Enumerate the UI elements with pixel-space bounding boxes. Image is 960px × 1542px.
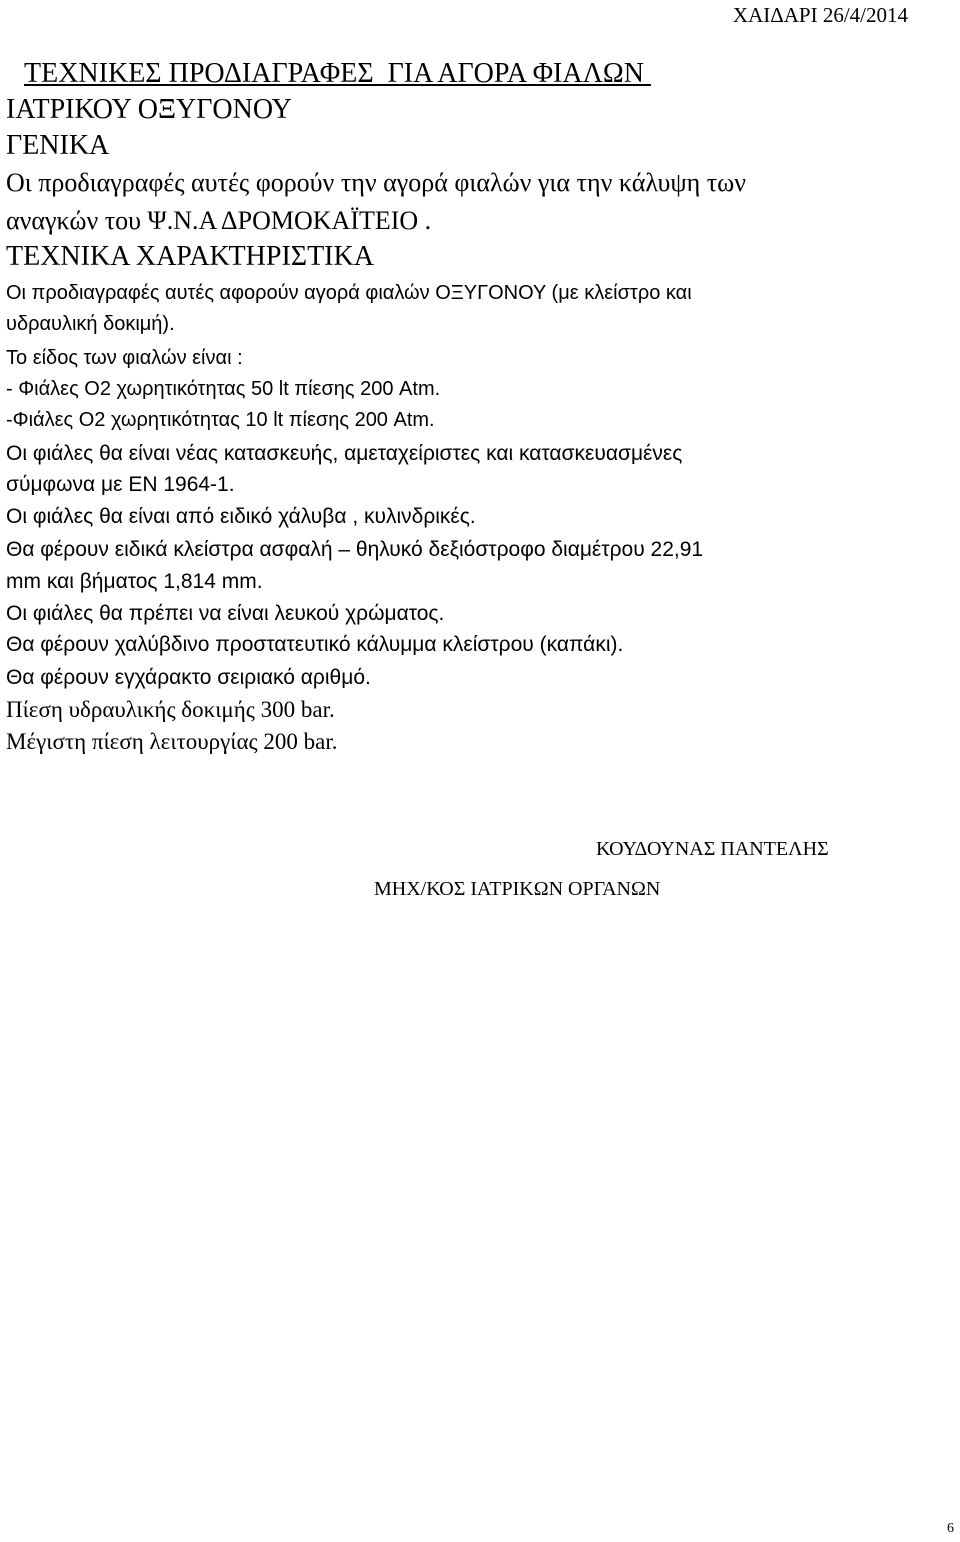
technical-line: Οι φιάλες θα πρέπει να είναι λευκού χρώματος. bbox=[6, 602, 445, 625]
technical-line: - Φιάλες Ο2 χωρητικότητας 50 lt πίεσης 200 Atm. bbox=[6, 378, 441, 400]
technical-line: Μέγιστη πίεση λειτουργίας 200 bar. bbox=[6, 729, 338, 754]
technical-line: Θα φέρουν εγχάρακτο σειριακό αριθμό. bbox=[6, 666, 371, 689]
technical-line: Οι φιάλες θα είναι νέας κατασκευής, αμεταχείριστες και κατασκευασμένες bbox=[6, 442, 683, 465]
document-title-line-1: ΤΕΧΝΙΚΕΣ ΠΡΟΔΙΑΓΡΑΦΕΣ ΓΙΑ ΑΓΟΡΑ ΦΙΑΛΩΝ bbox=[24, 58, 651, 89]
technical-line: Πίεση υδραυλικής δοκιμής 300 bar. bbox=[6, 697, 335, 722]
technical-line: Θα φέρουν χαλύβδινο προστατευτικό κάλυμμα κλείστρου (καπάκι). bbox=[6, 633, 624, 656]
general-text-line-1: Οι προδιαγραφές αυτές φορούν την αγορά φιαλών για την κάλυψη των bbox=[6, 168, 747, 197]
technical-line: Οι φιάλες θα είναι από ειδικό χάλυβα , κυλινδρικές. bbox=[6, 505, 476, 528]
signatory-name: ΚΟΥΔΟΥΝΑΣ ΠΑΝΤΕΛΗΣ bbox=[596, 838, 829, 860]
document-date: ΧΑΙΔΑΡΙ 26/4/2014 bbox=[732, 3, 908, 27]
document-title-line-2: ΙΑΤΡΙΚΟΥ ΟΞΥΓΟΝΟΥ bbox=[6, 94, 292, 125]
general-text-line-2: αναγκών του Ψ.Ν.Α ΔΡΟΜΟΚΑΪΤΕΙΟ . bbox=[6, 206, 432, 235]
technical-line: Οι προδιαγραφές αυτές αφορούν αγορά φιαλών ΟΞΥΓΟΝΟΥ (με κλείστρο και bbox=[6, 282, 692, 304]
signatory-role: ΜΗΧ/ΚΟΣ ΙΑΤΡΙΚΩΝ ΟΡΓΑΝΩΝ bbox=[374, 878, 661, 900]
technical-line: Θα φέρουν ειδικά κλείστρα ασφαλή – θηλυκό δεξιόστροφο διαμέτρου 22,91 bbox=[6, 538, 704, 561]
technical-heading: ΤΕΧΝΙΚΑ ΧΑΡΑΚΤΗΡΙΣΤΙΚΑ bbox=[6, 241, 374, 272]
technical-line: mm και βήματος 1,814 mm. bbox=[6, 570, 263, 593]
page-corner-mark: 6 bbox=[947, 1521, 954, 1536]
technical-line: σύμφωνα με ΕΝ 1964-1. bbox=[6, 473, 235, 496]
technical-line: Το είδος των φιαλών είναι : bbox=[6, 347, 243, 369]
technical-line: -Φιάλες Ο2 χωρητικότητας 10 lt πίεσης 200 Atm. bbox=[6, 409, 435, 431]
general-heading: ΓΕΝΙΚΑ bbox=[6, 130, 110, 161]
technical-line: υδραυλική δοκιμή). bbox=[6, 313, 175, 335]
document-title bbox=[6, 56, 886, 128]
